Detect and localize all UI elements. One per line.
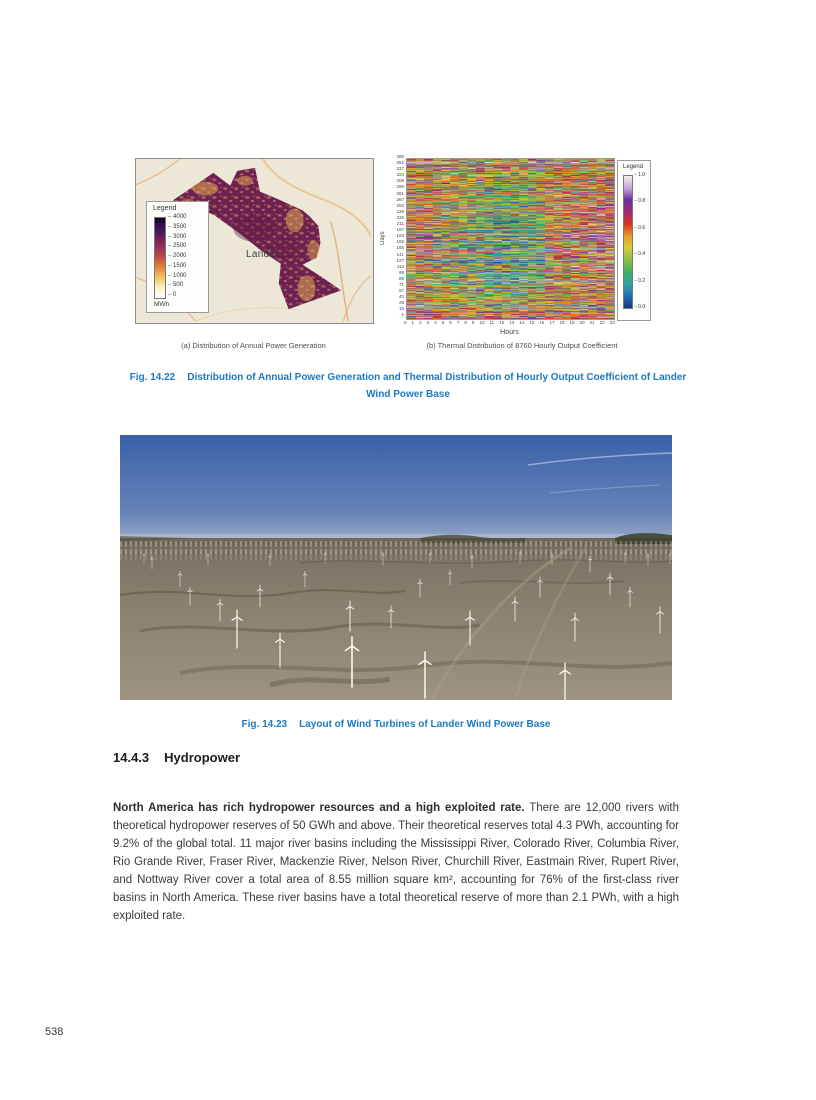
tick-label: 29 — [398, 300, 404, 306]
tick-label: – 0.4 — [634, 251, 645, 257]
tick-label: 10 — [479, 320, 485, 325]
tick-label: – 500 — [168, 282, 186, 288]
heatmap-legend — [617, 160, 651, 321]
tick-label: 211 — [396, 221, 404, 227]
figure-14-23-caption — [120, 716, 672, 733]
heatmap-y-ticks — [388, 155, 404, 318]
tick-label: 295 — [396, 184, 404, 190]
tick-label: 239 — [396, 208, 404, 214]
tick-label: 21 — [589, 320, 595, 325]
heatmap-plot — [406, 158, 615, 320]
tick-label: – 1000 — [168, 273, 186, 279]
tick-label: 16 — [539, 320, 545, 325]
tick-label: 183 — [396, 233, 404, 239]
tick-label: – 0.6 — [634, 225, 645, 231]
map-legend — [146, 201, 209, 313]
heatmap-legend-ticks — [634, 172, 645, 310]
section-number: 14.4.3 — [113, 750, 150, 765]
tick-label: 23 — [609, 320, 615, 325]
tick-label: – 0.0 — [634, 304, 645, 310]
lead-sentence: North America has rich hydropower resources and a high exploited rate. — [113, 801, 525, 814]
tick-label: 85 — [398, 275, 404, 281]
heatmap-x-ticks — [404, 320, 615, 325]
tick-label: – 2500 — [168, 243, 186, 249]
wind-farm-rendering — [120, 435, 672, 700]
heatmap-y-axis-label: Days — [380, 231, 386, 245]
tick-label: 3 — [426, 320, 430, 325]
tick-label: 267 — [396, 196, 404, 202]
map-legend-unit: MWh — [154, 301, 170, 308]
tick-label: 253 — [396, 202, 404, 208]
tick-label: 7 — [456, 320, 460, 325]
tick-label: 14 — [519, 320, 525, 325]
tick-label: 11 — [489, 320, 495, 325]
hourly-heatmap-canvas — [407, 159, 614, 319]
tick-label: 0 — [404, 320, 407, 325]
tick-label: 127 — [396, 257, 404, 263]
tick-label: – 2000 — [168, 253, 186, 259]
tick-label: 169 — [396, 239, 404, 245]
tick-label: 155 — [396, 245, 404, 251]
tick-label: 71 — [398, 281, 404, 287]
tick-label: 113 — [396, 263, 404, 269]
tick-label: 17 — [549, 320, 555, 325]
tick-label: 13 — [509, 320, 515, 325]
figure-14-22-label: Fig. 14.22 — [129, 372, 176, 383]
subcaption-b: (b) Thermal Distribution of 8760 Hourly Output Coefficient — [426, 341, 618, 350]
page-number: 538 — [45, 1026, 64, 1038]
tick-label: 19 — [569, 320, 575, 325]
tick-label: 2 — [419, 320, 422, 325]
tick-label: 351 — [396, 160, 404, 166]
tick-label: – 0.8 — [634, 198, 645, 204]
figure-14-23-label: Fig. 14.23 — [241, 719, 288, 730]
tick-label: 43 — [398, 294, 404, 300]
section-title: Hydropower — [164, 750, 240, 765]
tick-label: 337 — [396, 166, 404, 172]
tick-label: – 0 — [168, 292, 186, 298]
figure-a-power-map — [135, 158, 374, 324]
tick-label: 15 — [398, 306, 404, 312]
tick-label: 323 — [396, 172, 404, 178]
tick-label: 22 — [599, 320, 605, 325]
wind-farm-photo — [120, 435, 672, 700]
tick-label: 6 — [449, 320, 452, 325]
tick-label: 57 — [398, 288, 404, 294]
tick-label: 15 — [529, 320, 535, 325]
tick-label: 5 — [441, 320, 445, 325]
tick-label: – 1.0 — [634, 172, 645, 178]
tick-label: 309 — [396, 178, 404, 184]
body-paragraph — [113, 799, 679, 925]
tick-label: 18 — [559, 320, 565, 325]
map-legend-title: Legend — [153, 205, 177, 212]
figure-14-22-text: Distribution of Annual Power Generation and Thermal Distribution of Hourly Output Coefficient of Lander Wind Power Base — [187, 372, 687, 400]
tick-label: 8 — [464, 320, 467, 325]
tick-label: 20 — [579, 320, 585, 325]
coef-legend-colorbar — [623, 175, 633, 309]
tick-label: 197 — [396, 227, 404, 233]
subcaption-a: (a) Distribution of Annual Power Generation — [181, 341, 326, 350]
section-heading — [113, 750, 240, 765]
figure-14-23-text: Layout of Wind Turbines of Lander Wind Power Base — [299, 719, 551, 730]
map-region-label: Lander — [246, 249, 279, 260]
tick-label: 4 — [434, 320, 437, 325]
tick-label: – 1500 — [168, 263, 186, 269]
tick-label: 141 — [396, 251, 404, 257]
tick-label: 1 — [401, 312, 404, 318]
tick-label: 1 — [411, 320, 415, 325]
tick-label: – 3500 — [168, 224, 186, 230]
tick-label: – 0.2 — [634, 278, 645, 284]
heatmap-legend-title: Legend — [623, 164, 644, 170]
figure-14-22-caption — [128, 369, 688, 403]
paragraph-text: There are 12,000 rivers with theoretical hydropower reserves of 50 GWh and above. Their theoretical reserves total 4.3 PWh, accounting for 9.2% of the global total. 11 major river basins including the Mississippi River, Colorado River, Columbia River, Rio Grande River, Fraser River, Mackenzie River, Nelson River, Churchill River, Eastmain River, Rupert River, and Nottway River cover a total area of 8.55 million square km², accounting for 76% of the first-class river basins in North America. These river basins have a total theoretical reserve of more than 2.1 PWh, with a high exploited rate. — [113, 801, 679, 922]
tick-label: 365 — [396, 154, 404, 159]
tick-label: 12 — [499, 320, 505, 325]
tick-label: – 3000 — [168, 234, 186, 240]
tick-label: 225 — [396, 214, 404, 220]
tick-label: 9 — [471, 320, 475, 325]
heatmap-x-axis-label: Hours — [500, 329, 519, 336]
tick-label: 99 — [398, 269, 404, 275]
tick-label: – 4000 — [168, 214, 186, 220]
tick-label: 281 — [396, 190, 404, 196]
map-legend-ticks — [168, 214, 186, 298]
map-legend-colorbar — [154, 217, 166, 299]
